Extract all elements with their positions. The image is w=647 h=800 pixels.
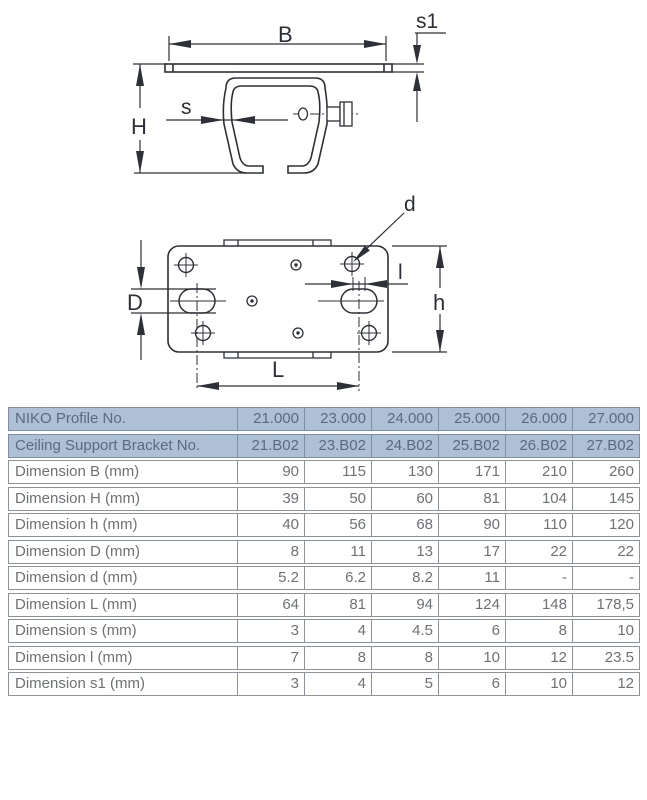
table-row — [8, 619, 640, 643]
row-value-cell: 4.5 — [371, 620, 438, 642]
dim-label-H: H — [131, 114, 147, 139]
row-value-cell: 6 — [438, 673, 505, 695]
dim-s1 — [392, 33, 446, 122]
row-value-cell: 39 — [237, 488, 304, 510]
row-value-cell: 81 — [438, 488, 505, 510]
row-value-cell: 6.2 — [304, 567, 371, 589]
row-value-cell: 25.B02 — [438, 435, 505, 457]
row-value-cell: 26.B02 — [505, 435, 572, 457]
dim-label-B: B — [278, 22, 293, 47]
row-value-cell: 7 — [237, 647, 304, 669]
row-value-cell: 124 — [438, 594, 505, 616]
row-value-cell: 10 — [438, 647, 505, 669]
row-value-cell: 171 — [438, 461, 505, 483]
row-value-cell: 3 — [237, 673, 304, 695]
row-value-cell: 23.000 — [304, 408, 371, 430]
table-row — [8, 540, 640, 564]
row-value-cell: 178,5 — [572, 594, 639, 616]
row-value-cell: 11 — [438, 567, 505, 589]
row-value-cell: 8 — [371, 647, 438, 669]
row-value-cell: 10 — [572, 620, 639, 642]
dim-L — [197, 382, 359, 390]
table-row — [8, 593, 640, 617]
row-value-cell: 10 — [505, 673, 572, 695]
row-label-cell: Dimension s1 (mm) — [15, 675, 146, 692]
row-value-cell: 110 — [505, 514, 572, 536]
row-value-cell: 23.5 — [572, 647, 639, 669]
row-value-cell: - — [572, 567, 639, 589]
row-label-cell: Ceiling Support Bracket No. — [15, 436, 201, 454]
row-value-cell: 22 — [572, 541, 639, 563]
row-value-cell: 120 — [572, 514, 639, 536]
row-label-cell: NIKO Profile No. — [15, 410, 126, 427]
row-value-cell: 56 — [304, 514, 371, 536]
row-label-cell: Dimension D (mm) — [15, 542, 141, 560]
row-value-cell: 104 — [505, 488, 572, 510]
row-value-cell: 8 — [237, 541, 304, 563]
row-label-cell: Dimension H (mm) — [15, 489, 141, 507]
dim-label-d: d — [404, 193, 416, 216]
row-value-cell: 17 — [438, 541, 505, 563]
row-value-cell: 27.B02 — [572, 435, 639, 457]
row-value-cell: 8 — [304, 647, 371, 669]
row-value-cell: 68 — [371, 514, 438, 536]
row-value-cell: 210 — [505, 461, 572, 483]
row-value-cell: 90 — [237, 461, 304, 483]
dim-label-L: L — [272, 357, 285, 382]
table-row — [8, 513, 640, 537]
table-header-row — [8, 434, 640, 458]
table-header-row — [8, 407, 640, 431]
row-value-cell: 90 — [438, 514, 505, 536]
row-value-cell: 13 — [371, 541, 438, 563]
row-value-cell: 94 — [371, 594, 438, 616]
row-value-cell: 81 — [304, 594, 371, 616]
dim-label-s: s — [181, 96, 192, 119]
row-value-cell: 64 — [237, 594, 304, 616]
row-value-cell: 6 — [438, 620, 505, 642]
row-label-cell: Dimension B (mm) — [15, 463, 140, 480]
row-value-cell: 25.000 — [438, 408, 505, 430]
spec-table — [8, 407, 640, 699]
row-value-cell: 40 — [237, 514, 304, 536]
row-value-cell: 148 — [505, 594, 572, 616]
row-value-cell: 130 — [371, 461, 438, 483]
row-value-cell: 260 — [572, 461, 639, 483]
table-row — [8, 460, 640, 484]
row-value-cell: 26.000 — [505, 408, 572, 430]
row-value-cell: 21.000 — [237, 408, 304, 430]
row-value-cell: 5 — [371, 673, 438, 695]
ceiling-plate — [165, 64, 392, 72]
row-label-cell: Dimension d (mm) — [15, 569, 138, 586]
table-row — [8, 646, 640, 670]
row-value-cell: 50 — [304, 488, 371, 510]
row-value-cell: 21.B02 — [237, 435, 304, 457]
row-value-cell: 8.2 — [371, 567, 438, 589]
row-label-cell: Dimension s (mm) — [15, 622, 137, 639]
row-value-cell: 115 — [304, 461, 371, 483]
top-view-drawing — [127, 193, 447, 391]
row-value-cell: 11 — [304, 541, 371, 563]
row-value-cell: 23.B02 — [304, 435, 371, 457]
row-value-cell: 12 — [505, 647, 572, 669]
dim-label-l: l — [398, 261, 403, 284]
row-value-cell: 8 — [505, 620, 572, 642]
row-value-cell: 4 — [304, 620, 371, 642]
row-label-cell: Dimension l (mm) — [15, 648, 133, 666]
row-value-cell: 5.2 — [237, 567, 304, 589]
front-view-drawing — [131, 10, 446, 173]
row-value-cell: 27.000 — [572, 408, 639, 430]
row-value-cell: 12 — [572, 673, 639, 695]
row-value-cell: 4 — [304, 673, 371, 695]
row-value-cell: 24.000 — [371, 408, 438, 430]
c-rail-profile — [223, 78, 327, 173]
row-value-cell: 22 — [505, 541, 572, 563]
row-value-cell: 24.B02 — [371, 435, 438, 457]
dim-label-s1: s1 — [416, 10, 439, 33]
row-label-cell: Dimension h (mm) — [15, 516, 138, 533]
dim-label-h: h — [433, 290, 446, 315]
row-value-cell: 145 — [572, 488, 639, 510]
table-row — [8, 487, 640, 511]
table-row — [8, 672, 640, 696]
row-label-cell: Dimension L (mm) — [15, 595, 137, 613]
row-value-cell: 3 — [237, 620, 304, 642]
row-value-cell: 60 — [371, 488, 438, 510]
dim-label-D: D — [127, 290, 143, 315]
table-row — [8, 566, 640, 590]
row-value-cell: - — [505, 567, 572, 589]
